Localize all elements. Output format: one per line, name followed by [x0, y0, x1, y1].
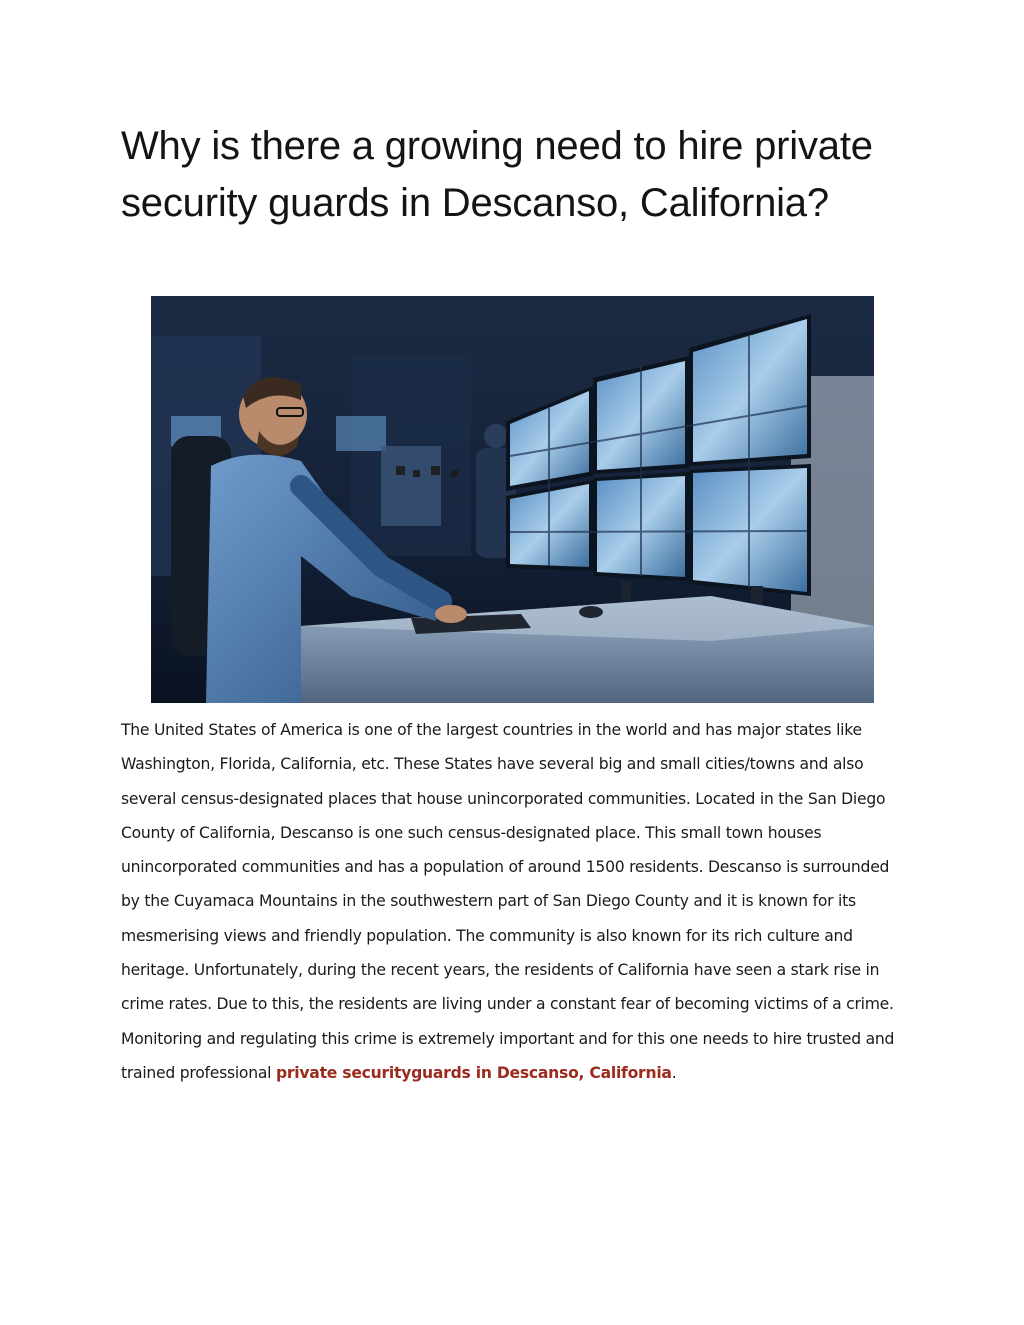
- article-paragraph: [121, 713, 911, 1090]
- hero-image-security-control-room: [151, 296, 874, 703]
- paragraph-text: The United States of America is one of the largest countries in the world and has major states like Washington, Florida, California, etc. These States have several big and small cities/towns and also several census-designated places that house unincorporated communities. Located in the San Diego County of California, Descanso is one such census-designated place. This small town houses unincorporated communities and has a population of around 1500 residents. Descanso is surrounded by the Cuyamaca Mountains in the southwestern part of San Diego County and it is known for its mesmerising views and friendly population. The community is also known for its rich culture and heritage. Unfortunately, during the recent years, the residents of California have seen a stark rise in crime rates. Due to this, the residents are living under a constant fear of becoming victims of a crime. Monitoring and regulating this crime is extremely important and for this one needs to hire trusted and trained professional: [121, 721, 895, 1082]
- page-title: Why is there a growing need to hire private security guards in Descanso, California?: [121, 124, 873, 225]
- paragraph-end: .: [671, 1063, 677, 1082]
- private-security-guards-link[interactable]: private securityguards in Descanso, California: [275, 1063, 672, 1082]
